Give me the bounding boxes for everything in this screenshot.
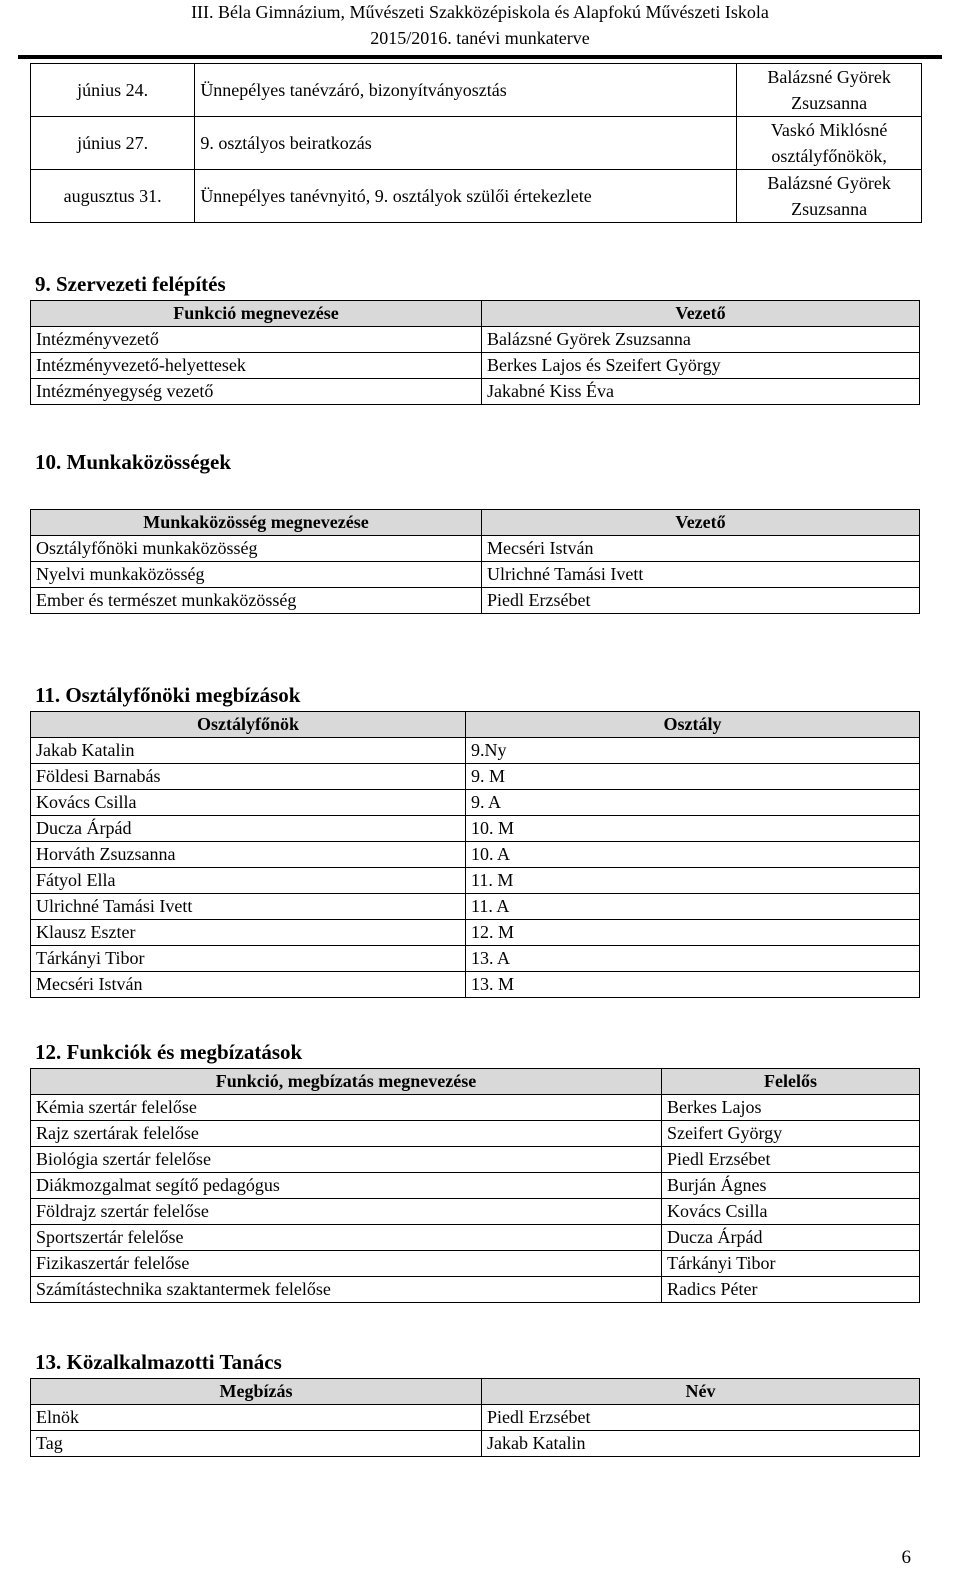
table-header-row [31,510,920,536]
column-header: Osztály [466,712,920,738]
table-cell: Klausz Eszter [31,920,466,946]
column-header: Osztályfőnök [31,712,466,738]
column-header: Vezető [482,301,920,327]
table-cell: Sportszertár felelőse [31,1225,662,1251]
table-cell: Radics Péter [662,1277,920,1303]
table-cell: Földrajz szertár felelőse [31,1199,662,1225]
table-cell: Piedl Erzsébet [662,1147,920,1173]
table-row [31,1405,920,1431]
table-cell: Piedl Erzsébet [482,588,920,614]
column-header: Vezető [482,510,920,536]
table-cell: Elnök [31,1405,482,1431]
section-title-munkakozossegek: 10. Munkaközösségek [35,450,232,474]
table-header-row [31,1069,920,1095]
table-cell: Ducza Árpád [31,816,466,842]
munkakozossegek-table [30,509,920,614]
table-row [31,1251,920,1277]
table-cell: Biológia szertár felelőse [31,1147,662,1173]
table-cell: Fizikaszertár felelőse [31,1251,662,1277]
table-cell: Kovács Csilla [31,790,466,816]
column-header: Felelős [662,1069,920,1095]
table-cell: Ducza Árpád [662,1225,920,1251]
table-cell: Piedl Erzsébet [482,1405,920,1431]
table-cell: 10. A [466,842,920,868]
table-row [31,117,922,170]
table-row [31,1147,920,1173]
header-divider [18,55,942,59]
events-table [30,63,922,223]
table-cell: 12. M [466,920,920,946]
table-cell: 13. A [466,946,920,972]
section-title-osztalyfonoki: 11. Osztályfőnöki megbízások [35,683,301,707]
table-cell: Horváth Zsuzsanna [31,842,466,868]
table-cell: Tag [31,1431,482,1457]
table-cell: 13. M [466,972,920,998]
table-row [31,1173,920,1199]
table-row [31,379,920,405]
table-row [31,764,920,790]
section-title-funkciok: 12. Funkciók és megbízatások [35,1040,303,1064]
table-cell: Nyelvi munkaközösség [31,562,482,588]
table-cell: Fátyol Ella [31,868,466,894]
table-cell: Intézményvezető-helyettesek [31,353,482,379]
table-cell: Balázsné Györek Zsuzsanna [482,327,920,353]
table-cell: Burján Ágnes [662,1173,920,1199]
table-row [31,894,920,920]
table-row [31,1095,920,1121]
table-row [31,1277,920,1303]
table-row [31,920,920,946]
table-row [31,972,920,998]
table-cell: Szeifert György [662,1121,920,1147]
header-year-plan: 2015/2016. tanévi munkaterve [370,28,590,48]
table-cell: Mecséri István [482,536,920,562]
table-cell: 11. A [466,894,920,920]
table-row [31,64,922,117]
table-cell: Berkes Lajos [662,1095,920,1121]
table-cell: Tárkányi Tibor [31,946,466,972]
table-header-row [31,1379,920,1405]
table-row [31,1225,920,1251]
table-header-row [31,301,920,327]
table-row [31,816,920,842]
event-date: június 27. [31,117,195,170]
table-row [31,868,920,894]
table-cell: 11. M [466,868,920,894]
event-description: 9. osztályos beiratkozás [195,117,737,170]
table-cell: Kovács Csilla [662,1199,920,1225]
event-description: Ünnepélyes tanévnyitó, 9. osztályok szülői értekezlete [195,170,737,223]
table-cell: Ember és természet munkaközösség [31,588,482,614]
table-row [31,790,920,816]
page-number: 6 [901,1547,911,1568]
table-cell: Kémia szertár felelőse [31,1095,662,1121]
table-row [31,170,922,223]
table-row [31,1199,920,1225]
table-row [31,562,920,588]
table-row [31,946,920,972]
header-school-name: III. Béla Gimnázium, Művészeti Szakközépiskola és Alapfokú Művészeti Iskola [191,2,769,22]
table-cell: Rajz szertárak felelőse [31,1121,662,1147]
table-cell: 9.Ny [466,738,920,764]
column-header: Funkció, megbízatás megnevezése [31,1069,662,1095]
column-header: Név [482,1379,920,1405]
table-row [31,353,920,379]
table-row [31,738,920,764]
table-cell: Számítástechnika szaktantermek felelőse [31,1277,662,1303]
table-cell: Ulrichné Tamási Ivett [31,894,466,920]
section-title-org: 9. Szervezeti felépítés [35,272,226,296]
section-title-kozalkalmazotti: 13. Közalkalmazotti Tanács [35,1350,282,1374]
column-header: Munkaközösség megnevezése [31,510,482,536]
table-cell: Diákmozgalmat segítő pedagógus [31,1173,662,1199]
table-row [31,327,920,353]
table-cell: Intézményegység vezető [31,379,482,405]
table-row [31,588,920,614]
column-header: Megbízás [31,1379,482,1405]
table-cell: 9. A [466,790,920,816]
table-cell: Tárkányi Tibor [662,1251,920,1277]
event-responsible: Vaskó Miklósné osztályfőnökök, [737,117,922,170]
table-cell: Ulrichné Tamási Ivett [482,562,920,588]
table-cell: Osztályfőnöki munkaközösség [31,536,482,562]
kozalkalmazotti-table [30,1378,920,1457]
org-table [30,300,920,405]
osztalyfonoki-table [30,711,920,998]
table-row [31,842,920,868]
funkciok-table [30,1068,920,1303]
event-date: augusztus 31. [31,170,195,223]
table-cell: Intézményvezető [31,327,482,353]
table-cell: Jakabné Kiss Éva [482,379,920,405]
table-cell: Jakab Katalin [31,738,466,764]
table-row [31,536,920,562]
event-date: június 24. [31,64,195,117]
column-header: Funkció megnevezése [31,301,482,327]
table-cell: Jakab Katalin [482,1431,920,1457]
event-description: Ünnepélyes tanévzáró, bizonyítványosztás [195,64,737,117]
table-cell: 10. M [466,816,920,842]
table-cell: Mecséri István [31,972,466,998]
table-cell: Berkes Lajos és Szeifert György [482,353,920,379]
table-row [31,1121,920,1147]
event-responsible: Balázsné Györek Zsuzsanna [737,64,922,117]
event-responsible: Balázsné Györek Zsuzsanna [737,170,922,223]
table-row [31,1431,920,1457]
table-cell: Földesi Barnabás [31,764,466,790]
table-cell: 9. M [466,764,920,790]
table-header-row [31,712,920,738]
